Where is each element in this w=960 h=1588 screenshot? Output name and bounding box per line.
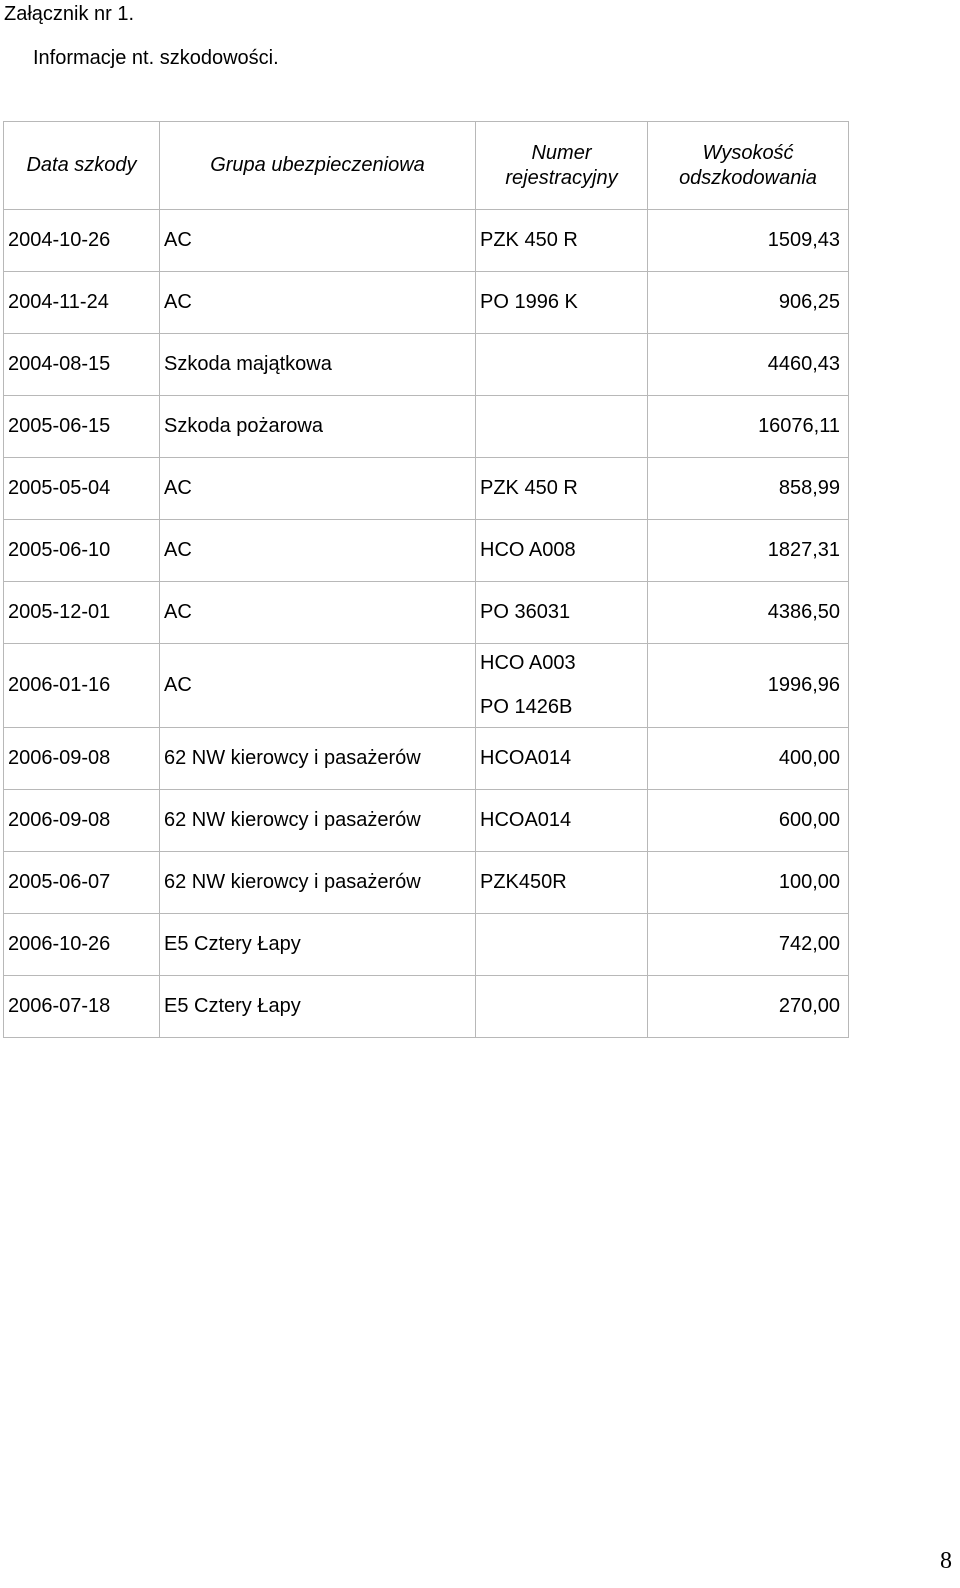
cell-date: 2005-06-15 xyxy=(4,396,160,458)
cell-insurance-group: AC xyxy=(160,582,476,644)
registration-number: HCO A003 xyxy=(480,652,576,674)
cell-registration-number xyxy=(476,458,648,520)
cell-compensation-amount: 1509,43 xyxy=(648,210,849,272)
cell-insurance-group: AC xyxy=(160,210,476,272)
registration-number: PZK 450 R xyxy=(480,229,578,251)
cell-registration-number xyxy=(476,914,648,976)
claims-table xyxy=(3,121,849,1038)
cell-insurance-group: 62 NW kierowcy i pasażerów xyxy=(160,852,476,914)
header-insurance-group: Grupa ubezpieczeniowa xyxy=(160,122,476,210)
cell-insurance-group: 62 NW kierowcy i pasażerów xyxy=(160,728,476,790)
table-row xyxy=(4,272,849,334)
cell-registration-number xyxy=(476,790,648,852)
cell-compensation-amount: 906,25 xyxy=(648,272,849,334)
table-row xyxy=(4,914,849,976)
table-row xyxy=(4,790,849,852)
registration-number: HCOA014 xyxy=(480,747,572,769)
registration-number: PO 36031 xyxy=(480,601,571,623)
cell-date: 2005-05-04 xyxy=(4,458,160,520)
header-registration-number-text: Numer rejestracyjny xyxy=(505,141,618,189)
cell-insurance-group: E5 Cztery Łapy xyxy=(160,976,476,1038)
cell-compensation-amount: 1827,31 xyxy=(648,520,849,582)
registration-number: PO 1996 K xyxy=(480,291,578,313)
header-compensation-amount-text: Wysokość odszkodowania xyxy=(679,141,817,189)
cell-date: 2005-06-10 xyxy=(4,520,160,582)
cell-date: 2006-09-08 xyxy=(4,728,160,790)
table-row xyxy=(4,852,849,914)
cell-date: 2006-10-26 xyxy=(4,914,160,976)
cell-compensation-amount: 742,00 xyxy=(648,914,849,976)
cell-compensation-amount: 4460,43 xyxy=(648,334,849,396)
cell-registration-number xyxy=(476,644,648,728)
cell-registration-number xyxy=(476,976,648,1038)
cell-date: 2005-12-01 xyxy=(4,582,160,644)
cell-registration-number xyxy=(476,334,648,396)
cell-compensation-amount: 100,00 xyxy=(648,852,849,914)
page-number: 8 xyxy=(940,1548,952,1574)
cell-date: 2004-10-26 xyxy=(4,210,160,272)
header-date: Data szkody xyxy=(4,122,160,210)
table-row xyxy=(4,644,849,728)
cell-compensation-amount: 4386,50 xyxy=(648,582,849,644)
table-row xyxy=(4,396,849,458)
registration-number: PZK 450 R xyxy=(480,477,578,499)
cell-insurance-group: Szkoda majątkowa xyxy=(160,334,476,396)
registration-number: HCOA014 xyxy=(480,809,572,831)
table-row xyxy=(4,582,849,644)
cell-registration-number xyxy=(476,210,648,272)
cell-date: 2004-08-15 xyxy=(4,334,160,396)
cell-date: 2005-06-07 xyxy=(4,852,160,914)
cell-compensation-amount: 270,00 xyxy=(648,976,849,1038)
header-compensation-amount xyxy=(648,122,849,210)
claims-table-body xyxy=(4,210,849,1038)
table-row xyxy=(4,210,849,272)
cell-insurance-group: E5 Cztery Łapy xyxy=(160,914,476,976)
cell-registration-number xyxy=(476,520,648,582)
cell-registration-number xyxy=(476,396,648,458)
cell-registration-number xyxy=(476,728,648,790)
cell-date: 2006-07-18 xyxy=(4,976,160,1038)
registration-number: PO 1426B xyxy=(480,696,573,718)
cell-insurance-group: AC xyxy=(160,644,476,728)
cell-date: 2006-09-08 xyxy=(4,790,160,852)
table-row xyxy=(4,728,849,790)
table-row xyxy=(4,520,849,582)
registration-number: PZK450R xyxy=(480,871,567,893)
attachment-title: Załącznik nr 1. xyxy=(4,3,135,25)
cell-registration-number xyxy=(476,582,648,644)
cell-insurance-group: AC xyxy=(160,458,476,520)
cell-registration-number xyxy=(476,852,648,914)
table-row xyxy=(4,976,849,1038)
cell-date: 2004-11-24 xyxy=(4,272,160,334)
cell-compensation-amount: 1996,96 xyxy=(648,644,849,728)
section-title: Informacje nt. szkodowości. xyxy=(33,47,279,69)
header-registration-number xyxy=(476,122,648,210)
registration-number: HCO A008 xyxy=(480,539,576,561)
cell-date: 2006-01-16 xyxy=(4,644,160,728)
table-header-row xyxy=(4,122,849,210)
cell-insurance-group: AC xyxy=(160,520,476,582)
cell-insurance-group: 62 NW kierowcy i pasażerów xyxy=(160,790,476,852)
cell-compensation-amount: 858,99 xyxy=(648,458,849,520)
table-row xyxy=(4,334,849,396)
cell-insurance-group: AC xyxy=(160,272,476,334)
cell-insurance-group: Szkoda pożarowa xyxy=(160,396,476,458)
cell-registration-number xyxy=(476,272,648,334)
cell-compensation-amount: 400,00 xyxy=(648,728,849,790)
table-row xyxy=(4,458,849,520)
cell-compensation-amount: 16076,11 xyxy=(648,396,849,458)
cell-compensation-amount: 600,00 xyxy=(648,790,849,852)
